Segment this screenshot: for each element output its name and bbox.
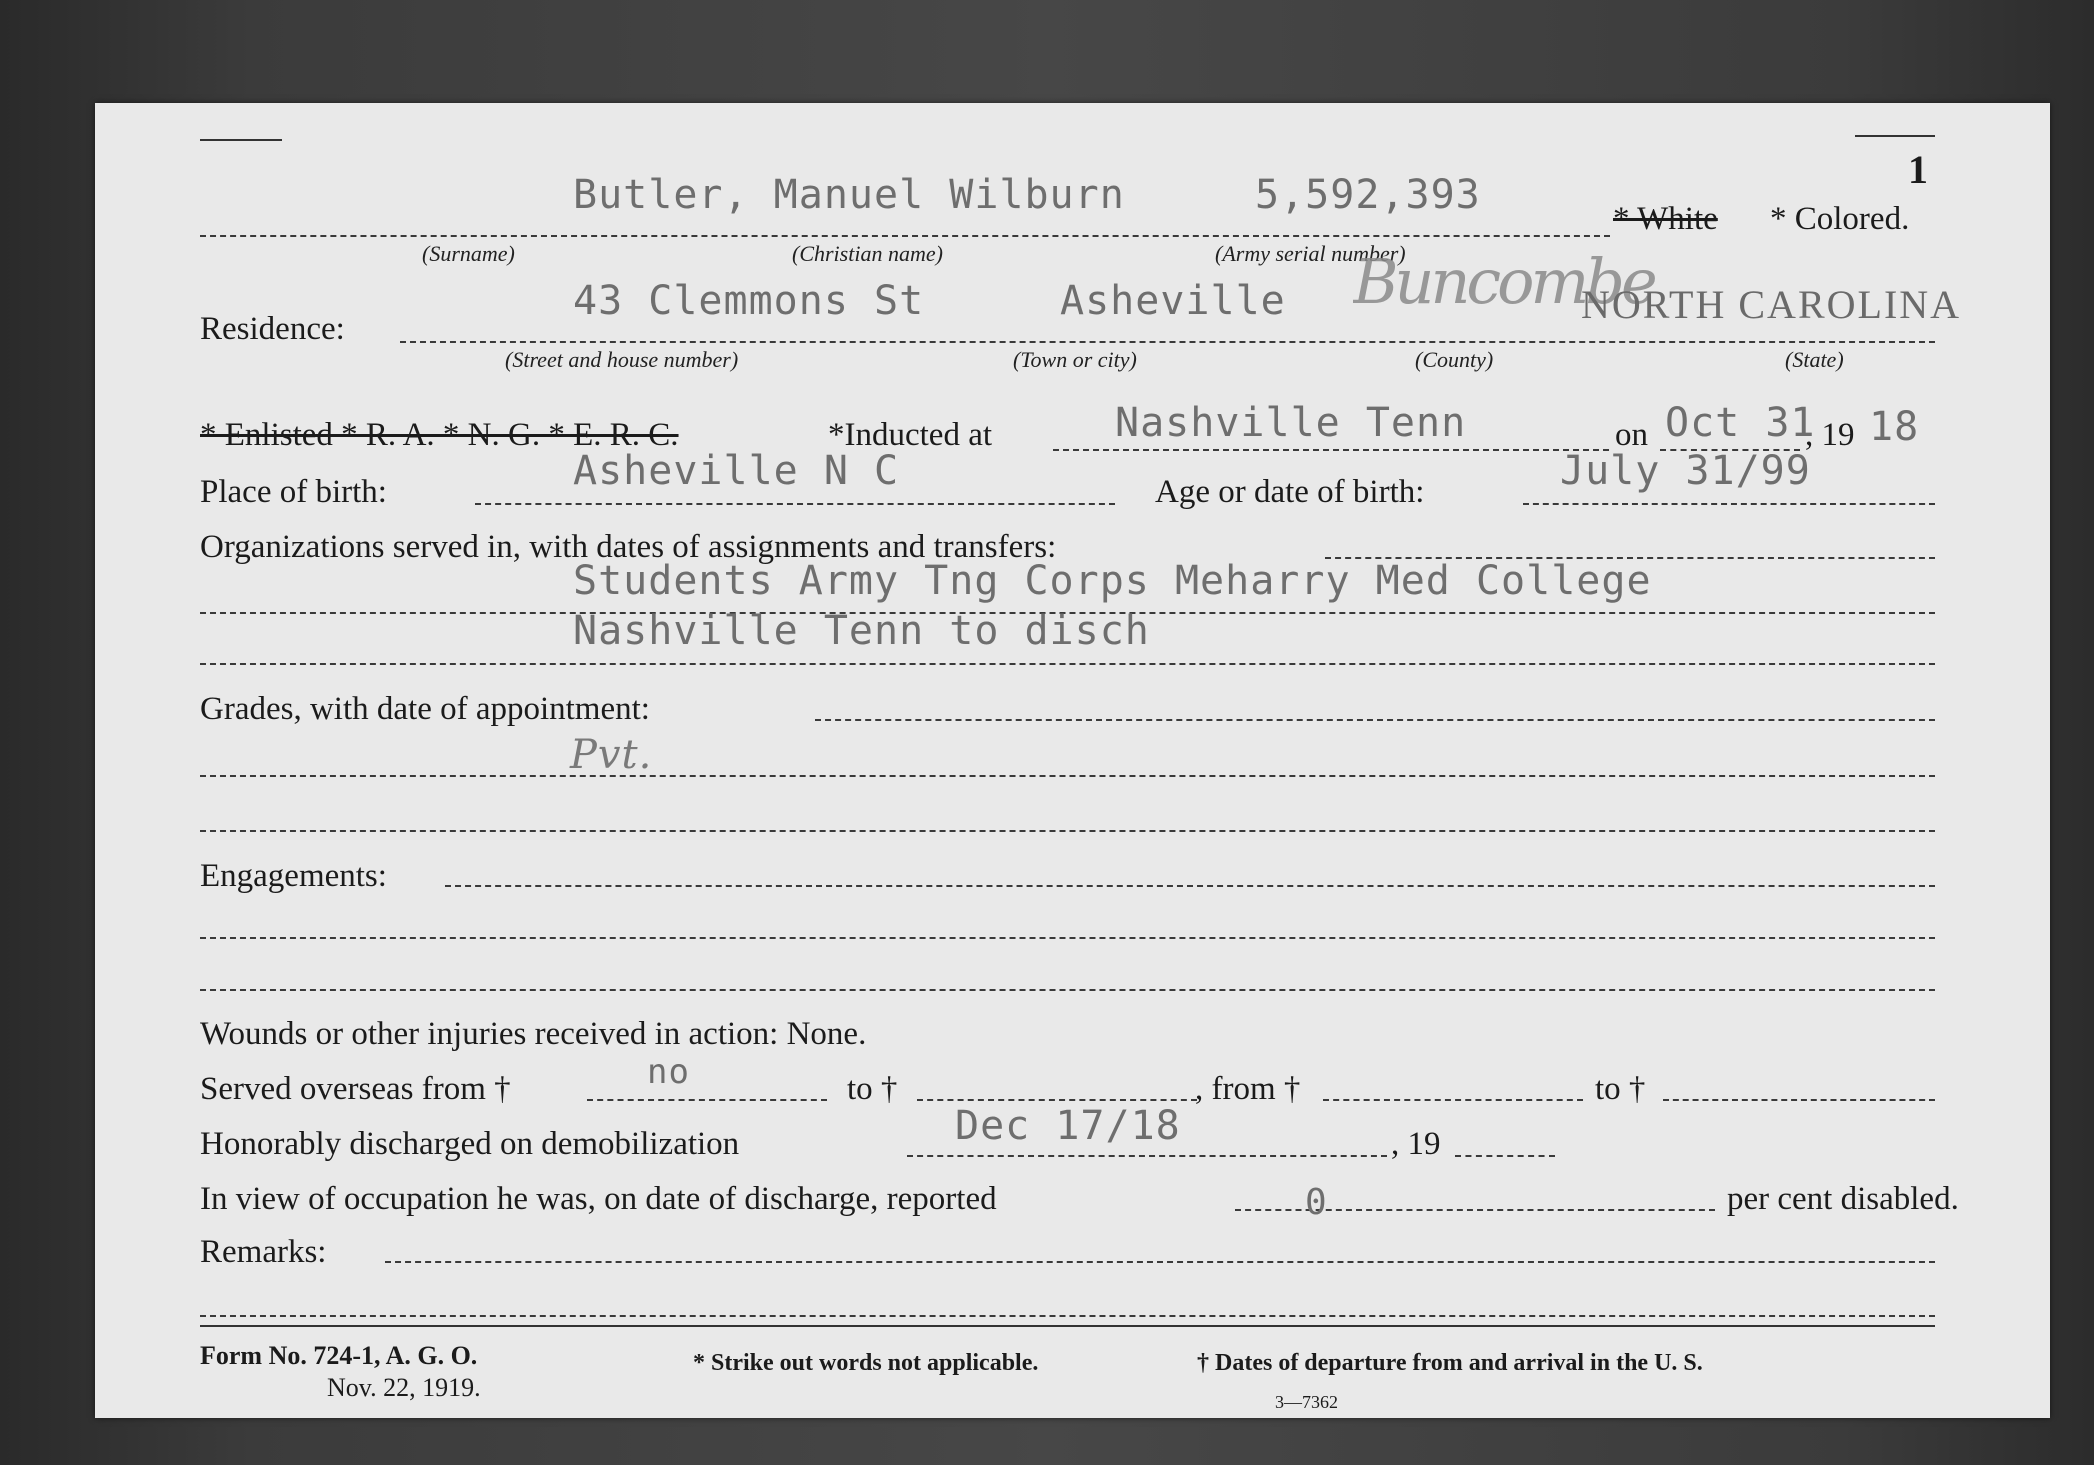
overseas-to-line-2 [1663,1099,1935,1101]
overseas-value: no [647,1052,690,1092]
organizations-line-2 [200,663,1935,665]
caption-street: (Street and house number) [505,347,739,372]
grades-line-1 [200,775,1935,777]
to-label-1: to † [847,1071,898,1107]
engagements-line-1 [200,937,1935,939]
birthplace-value: Asheville N C [573,448,900,494]
county-handwritten: Buncombe [1353,245,1654,318]
caption-state: (State) [1785,347,1844,372]
residence-street: 43 Clemmons St [573,278,925,324]
grade-value: Pvt. [570,732,653,778]
inducted-place-line [1053,449,1609,451]
from-label: , from † [1195,1071,1301,1107]
discharged-label: Honorably discharged on demobilization [200,1126,740,1162]
disability-suffix: per cent disabled. [1727,1181,1959,1217]
inducted-place: Nashville Tenn [1115,400,1467,446]
race-white-struck: * White [1613,201,1718,237]
discharge-date-line [907,1155,1387,1157]
organizations-entry-2: Nashville Tenn to disch [573,608,1150,654]
overseas-label: Served overseas from † [200,1071,511,1107]
engagements-label: Engagements: [200,858,387,894]
footer-rule [200,1325,1935,1327]
residence-label: Residence: [200,311,345,347]
enlistment-types-struck: * Enlisted * R. A. * N. G. * E. R. C. [200,417,679,453]
organizations-entry-1: Students Army Tng Corps Meharry Med College [573,558,1652,604]
remarks-line-1 [200,1315,1935,1317]
remarks-line-0 [385,1261,1935,1263]
name-line [200,235,1610,237]
service-record-card [95,103,2050,1418]
top-left-rule [200,139,282,141]
organizations-label: Organizations served in, with dates of assignments and transfers: [200,529,1057,565]
overseas-from-line [587,1099,827,1101]
year-prefix: , 19 [1805,417,1855,453]
birthdate-line [1523,503,1935,505]
wounds-label: Wounds or other injuries received in action: None. [200,1016,867,1052]
caption-county: (County) [1415,347,1494,372]
overseas-to-line-1 [917,1099,1197,1101]
dates-note: † Dates of departure from and arrival in the U. S. [1197,1350,1703,1376]
caption-christian-name: (Christian name) [792,241,943,266]
overseas-from-line-2 [1323,1099,1583,1101]
on-label: on [1615,417,1648,453]
army-serial-number: 5,592,393 [1255,172,1481,218]
race-colored: * Colored. [1770,201,1910,237]
remarks-label: Remarks: [200,1234,327,1270]
inducted-date: Oct 31 [1665,400,1816,446]
residence-town: Asheville [1060,278,1286,324]
discharge-year-label: , 19 [1391,1126,1441,1162]
residence-state: NORTH CAROLINA [1581,282,1962,327]
residence-line [400,341,1935,343]
discharge-year-line [1455,1155,1555,1157]
grades-line-0 [815,719,1935,721]
caption-surname: (Surname) [422,241,515,266]
birthplace-line [475,503,1115,505]
engagements-line-2 [200,989,1935,991]
disability-label: In view of occupation he was, on date of discharge, reported [200,1181,997,1217]
inducted-year: 18 [1869,404,1920,450]
caption-town: (Town or city) [1013,347,1137,372]
page-number: 1 [1908,147,1928,192]
form-number: Form No. 724-1, A. G. O. [200,1341,478,1370]
soldier-name: Butler, Manuel Wilburn [573,172,1125,218]
print-code: 3—7362 [1275,1392,1338,1412]
birthplace-label: Place of birth: [200,474,387,510]
engagements-line-0 [445,885,1935,887]
caption-serial: (Army serial number) [1215,241,1406,266]
form-date: Nov. 22, 1919. [327,1373,481,1402]
disability-value: 0 [1305,1182,1328,1223]
age-label: Age or date of birth: [1155,474,1425,510]
grades-line-2 [200,830,1935,832]
inducted-label: *Inducted at [828,417,993,453]
strike-note: * Strike out words not applicable. [693,1350,1039,1376]
to-label-2: to † [1595,1071,1646,1107]
birthdate-value: July 31/99 [1560,448,1811,494]
grades-label: Grades, with date of appointment: [200,691,650,727]
top-right-rule [1855,135,1935,137]
discharge-date: Dec 17/18 [955,1103,1181,1149]
